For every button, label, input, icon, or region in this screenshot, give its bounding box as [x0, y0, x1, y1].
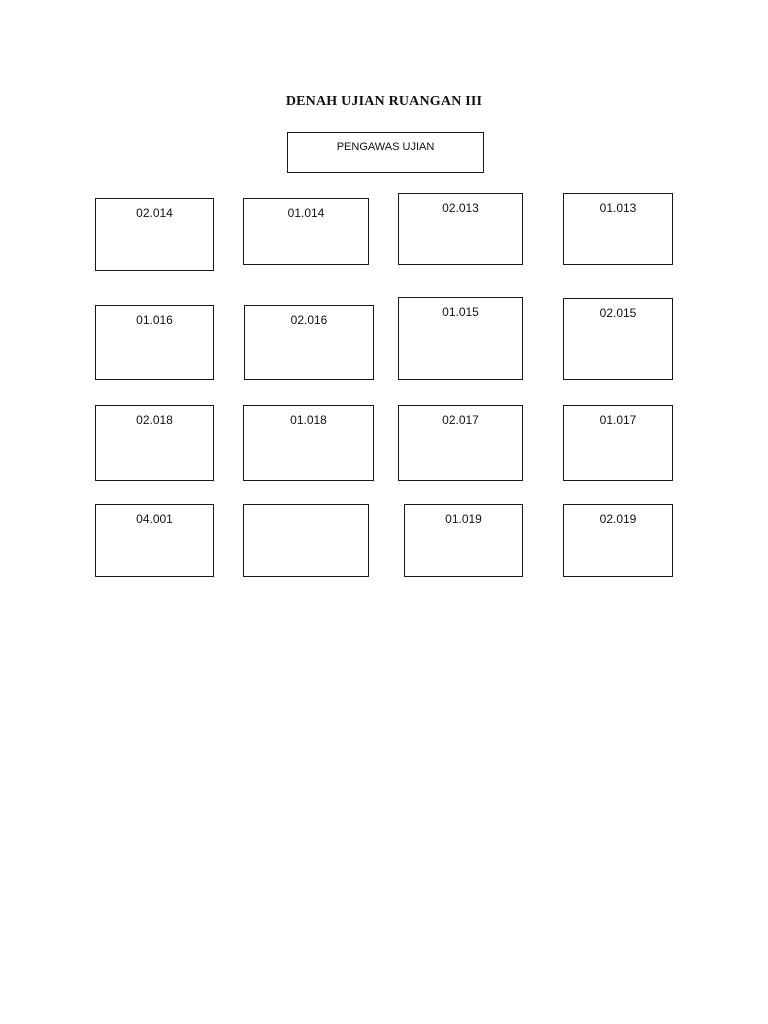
seat-box: [398, 405, 523, 481]
seat-label: 01.014: [287, 206, 325, 220]
seat-label: 02.017: [442, 413, 479, 427]
seat-box: [398, 193, 523, 265]
seat-label: 02.014: [136, 206, 173, 220]
seat-box: [404, 504, 523, 577]
seat-box: [563, 405, 673, 481]
seat-label: 02.013: [442, 201, 479, 215]
seat-box: [398, 297, 523, 380]
seat-box: [95, 504, 214, 577]
seat-box: [563, 504, 673, 577]
supervisor-desk: [287, 132, 484, 173]
seat-label: 01.017: [599, 413, 637, 427]
seat-label: 02.019: [599, 512, 637, 526]
seat-box: [95, 305, 214, 380]
seat-label: 01.015: [442, 305, 479, 319]
seat-box: [563, 193, 673, 265]
seat-box: [95, 405, 214, 481]
seat-label: 04.001: [136, 512, 173, 526]
seat-label: 01.016: [136, 313, 173, 327]
seat-box-empty: [243, 504, 369, 577]
seat-label: 02.018: [136, 413, 173, 427]
seat-box: [243, 198, 369, 265]
seat-box: [563, 298, 673, 380]
seat-label: 02.015: [599, 306, 637, 320]
page-title: DENAH UJIAN RUANGAN III: [285, 94, 483, 109]
seat-label: 01.018: [290, 413, 327, 427]
seat-label: 01.019: [445, 512, 482, 526]
supervisor-desk-label: PENGAWAS UJIAN: [336, 141, 435, 153]
seat-box: [95, 198, 214, 271]
seat-label: [244, 505, 368, 512]
seat-box: [244, 305, 374, 380]
seat-label: 01.013: [599, 201, 637, 215]
seat-box: [243, 405, 374, 481]
seat-label: 02.016: [290, 313, 328, 327]
